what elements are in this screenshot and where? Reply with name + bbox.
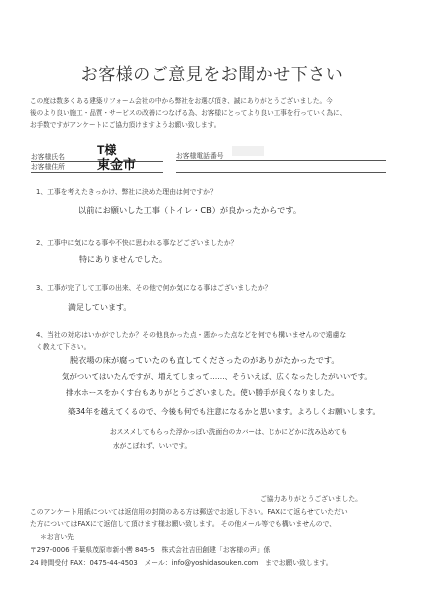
address-label: お客様住所 bbox=[31, 163, 65, 171]
address-value: 東金市 bbox=[97, 157, 137, 172]
answer-3-handwriting: 満足しています。 bbox=[68, 303, 132, 312]
phone-underline bbox=[176, 160, 386, 161]
question-4-line: 4、当社の対応はいかがでしたか？その他良かった点・悪かった点などを何でも構いませんので遠慮な bbox=[36, 331, 347, 339]
answer-4-line-6: 水がこぼれず、いいです。 bbox=[113, 442, 192, 450]
answer-4-line-2: 気がついてはいたんですが、増えてしまって……、そういえば、広くなったしたがいいです。 bbox=[62, 372, 372, 381]
phone-label: お客様電話番号 bbox=[176, 152, 224, 160]
question-4 bbox=[36, 329, 396, 353]
footer-line: このアンケート用紙については返信用の封筒のある方は郵送でお返し下さい。FAXにて返らせていただい bbox=[30, 508, 348, 516]
name-label: お客様氏名 bbox=[31, 153, 65, 161]
answer-4-line-1: 脱衣場の床が腐っていたのも直してくださったのがありがたかったです。 bbox=[70, 355, 340, 365]
phone-redaction bbox=[232, 146, 264, 156]
question-1: 1、工事を考えたきっかけ、弊社に決めた理由は何ですか？ bbox=[36, 188, 217, 196]
intro-text bbox=[30, 95, 402, 131]
thanks-text: ご協力ありがとうございました。 bbox=[260, 495, 362, 503]
name-value: T様 bbox=[97, 143, 117, 157]
address-extra-underline bbox=[176, 172, 386, 173]
answer-4-line-5: おススメしてもらった浮かっぽい洗面台のカバーは、じかにどかに沈み込めても bbox=[110, 428, 348, 436]
footer-line: ＊お言い先 bbox=[40, 533, 74, 541]
address-underline bbox=[31, 172, 163, 173]
footer-address: 〒297-0006 千葉県茂原市新小轡 845-5 株式会社吉田創建「お客様の声」係 bbox=[30, 546, 271, 554]
answer-1-handwriting: 以前にお願いした工事（トイレ・CB）が良かったからです。 bbox=[78, 205, 302, 215]
intro-line: 後のより良い施工・品質・サービスの改善につなげる為、お客様にとってより良い工事を行っていく為に、 bbox=[30, 109, 347, 117]
question-2: 2、工事中に気になる事や不快に思われる事などございましたか？ bbox=[36, 239, 238, 247]
intro-line: お手数ですがアンケートにご協力頂けますようお願い致します。 bbox=[30, 121, 221, 129]
question-4-line: く教えて下さい。 bbox=[36, 343, 91, 351]
answer-4-line-4: 築34年を越えてくるので、今後も何でも注意になるかと思います。よろしくお願いします。 bbox=[68, 407, 381, 416]
page-title: お客様のご意見をお聞かせ下さい bbox=[80, 65, 344, 85]
footer-line: た方についてはFAXにて返信して頂けます様お願い致します。 その他メール等でも構いませんので、 bbox=[30, 520, 337, 528]
answer-4-line-3: 排水ホースをかくす台もありがとうございました。使い勝手が良くなりました。 bbox=[66, 388, 339, 397]
intro-line: この度は数多くある建築リフォーム会社の中から弊社をお選び頂き、誠にありがとうございました。今 bbox=[30, 97, 333, 105]
question-3: 3、工事が完了して工事の出来、その他で何か気になる事はございましたか？ bbox=[36, 284, 272, 292]
answer-2-handwriting: 特にありませんでした。 bbox=[79, 255, 167, 264]
footer-contact: 24 時間受付 FAX：0475-44-4503 メール：info@yoshidasouken.com までお願い致します。 bbox=[30, 559, 333, 567]
